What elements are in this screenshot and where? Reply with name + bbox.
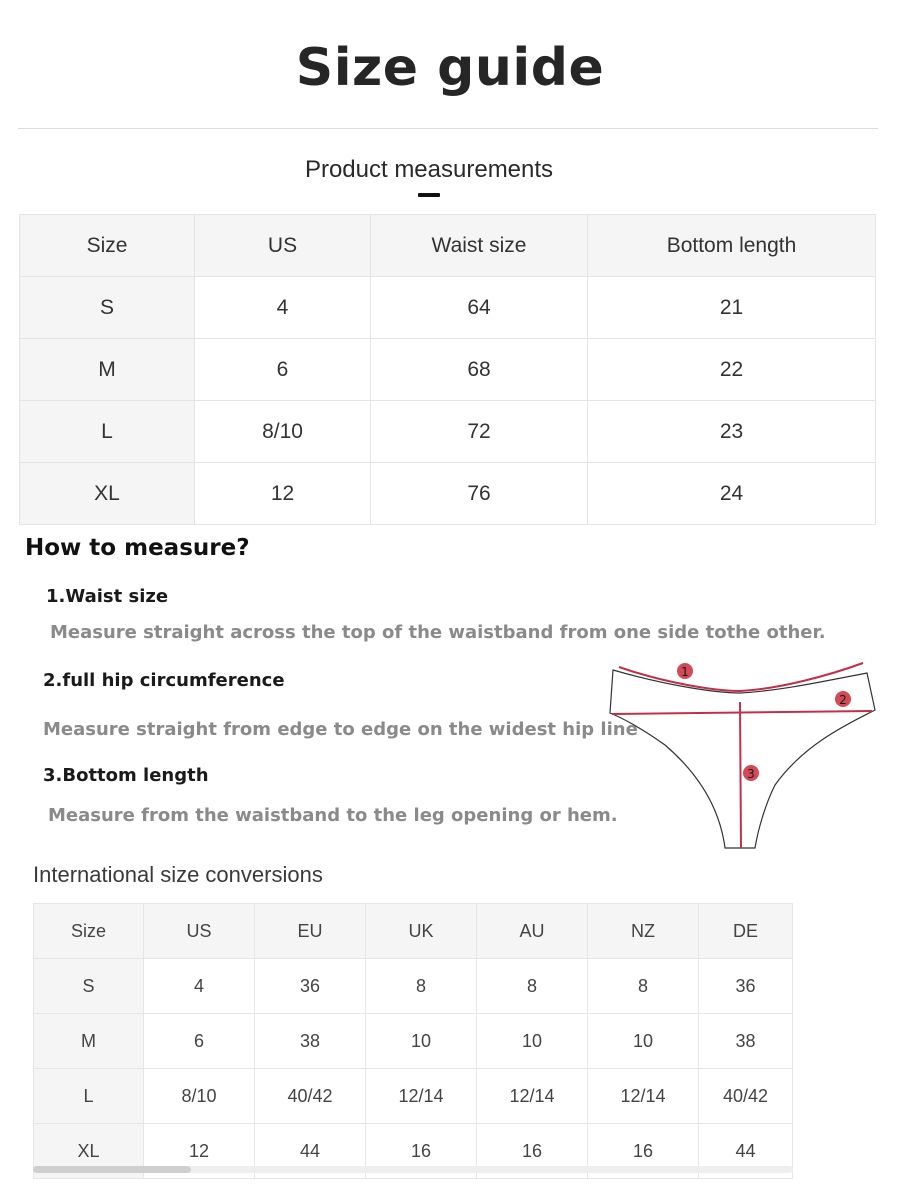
table-cell: 72 (371, 401, 588, 463)
size-conversion-table (33, 903, 793, 1179)
table-cell: 38 (255, 1014, 366, 1069)
table-cell: L (34, 1069, 144, 1124)
table-cell: 12 (144, 1124, 255, 1179)
table-cell: 68 (371, 339, 588, 401)
header-cell: Size (20, 215, 195, 277)
table-cell: 8 (477, 959, 588, 1014)
marker-2-label: 2 (839, 693, 847, 707)
table-cell: 16 (588, 1124, 699, 1179)
header-cell: AU (477, 904, 588, 959)
garment-outline-icon (610, 670, 875, 848)
table-cell: 16 (477, 1124, 588, 1179)
header-cell: US (195, 215, 371, 277)
step-3-title: 3.Bottom length (43, 765, 209, 786)
table-cell: 24 (588, 463, 876, 525)
table-cell: 22 (588, 339, 876, 401)
table-cell: 10 (588, 1014, 699, 1069)
header-cell: US (144, 904, 255, 959)
table-cell: 23 (588, 401, 876, 463)
measurement-diagram (605, 655, 880, 855)
table-cell: 36 (699, 959, 793, 1014)
header-cell: DE (699, 904, 793, 959)
table-cell: 12/14 (588, 1069, 699, 1124)
table-cell: S (20, 277, 195, 339)
table-row (20, 277, 876, 339)
conversions-heading: International size conversions (33, 862, 323, 887)
marker-3-label: 3 (747, 767, 755, 781)
table-cell: 40/42 (699, 1069, 793, 1124)
table-cell: 10 (366, 1014, 477, 1069)
table-cell: 8/10 (195, 401, 371, 463)
page-title: Size guide (295, 38, 605, 98)
table-cell: 36 (255, 959, 366, 1014)
table-cell: L (20, 401, 195, 463)
table-cell: 10 (477, 1014, 588, 1069)
marker-1-label: 1 (681, 665, 689, 679)
horizontal-scrollbar[interactable] (33, 1166, 793, 1173)
table-row (20, 339, 876, 401)
table-row (34, 959, 793, 1014)
table-cell: 8 (588, 959, 699, 1014)
table-cell: 12/14 (477, 1069, 588, 1124)
scrollbar-thumb[interactable] (33, 1166, 191, 1173)
header-cell: EU (255, 904, 366, 959)
table-cell: 12/14 (366, 1069, 477, 1124)
table-cell: 44 (255, 1124, 366, 1179)
step-3-description: Measure from the waistband to the leg opening or hem. (48, 805, 618, 826)
table-cell: M (20, 339, 195, 401)
table-cell: 8/10 (144, 1069, 255, 1124)
table-cell: 40/42 (255, 1069, 366, 1124)
header-cell: NZ (588, 904, 699, 959)
table-cell: M (34, 1014, 144, 1069)
table-cell: 16 (366, 1124, 477, 1179)
table-cell: 44 (699, 1124, 793, 1179)
hip-measure-line (612, 711, 872, 714)
title-divider (18, 128, 878, 129)
waist-measure-line (619, 663, 863, 691)
table-cell: 6 (195, 339, 371, 401)
step-2-description: Measure straight from edge to edge on the widest hip line (43, 719, 638, 740)
table-cell: 12 (195, 463, 371, 525)
table-cell: 4 (195, 277, 371, 339)
table-cell: 4 (144, 959, 255, 1014)
table-cell: XL (20, 463, 195, 525)
table-cell: XL (34, 1124, 144, 1179)
product-measurements-heading: Product measurements (304, 156, 554, 183)
step-2-title: 2.full hip circumference (43, 670, 285, 691)
table-cell: 76 (371, 463, 588, 525)
table-cell: 64 (371, 277, 588, 339)
product-measurements-table (19, 214, 876, 525)
table-cell: 21 (588, 277, 876, 339)
table-row (20, 401, 876, 463)
table-header-row (20, 215, 876, 277)
table-cell: 6 (144, 1014, 255, 1069)
header-cell: Size (34, 904, 144, 959)
table-row (34, 1069, 793, 1124)
header-cell: Bottom length (588, 215, 876, 277)
table-header-row (34, 904, 793, 959)
table-row (34, 1014, 793, 1069)
step-1-title: 1.Waist size (46, 586, 169, 607)
table-cell: 8 (366, 959, 477, 1014)
heading-underline (418, 193, 440, 197)
length-measure-line (740, 702, 741, 848)
header-cell: UK (366, 904, 477, 959)
table-row (20, 463, 876, 525)
table-cell: 38 (699, 1014, 793, 1069)
header-cell: Waist size (371, 215, 588, 277)
how-to-measure-heading: How to measure? (25, 535, 250, 561)
step-1-description: Measure straight across the top of the waistband from one side tothe other. (50, 622, 826, 643)
table-cell: S (34, 959, 144, 1014)
